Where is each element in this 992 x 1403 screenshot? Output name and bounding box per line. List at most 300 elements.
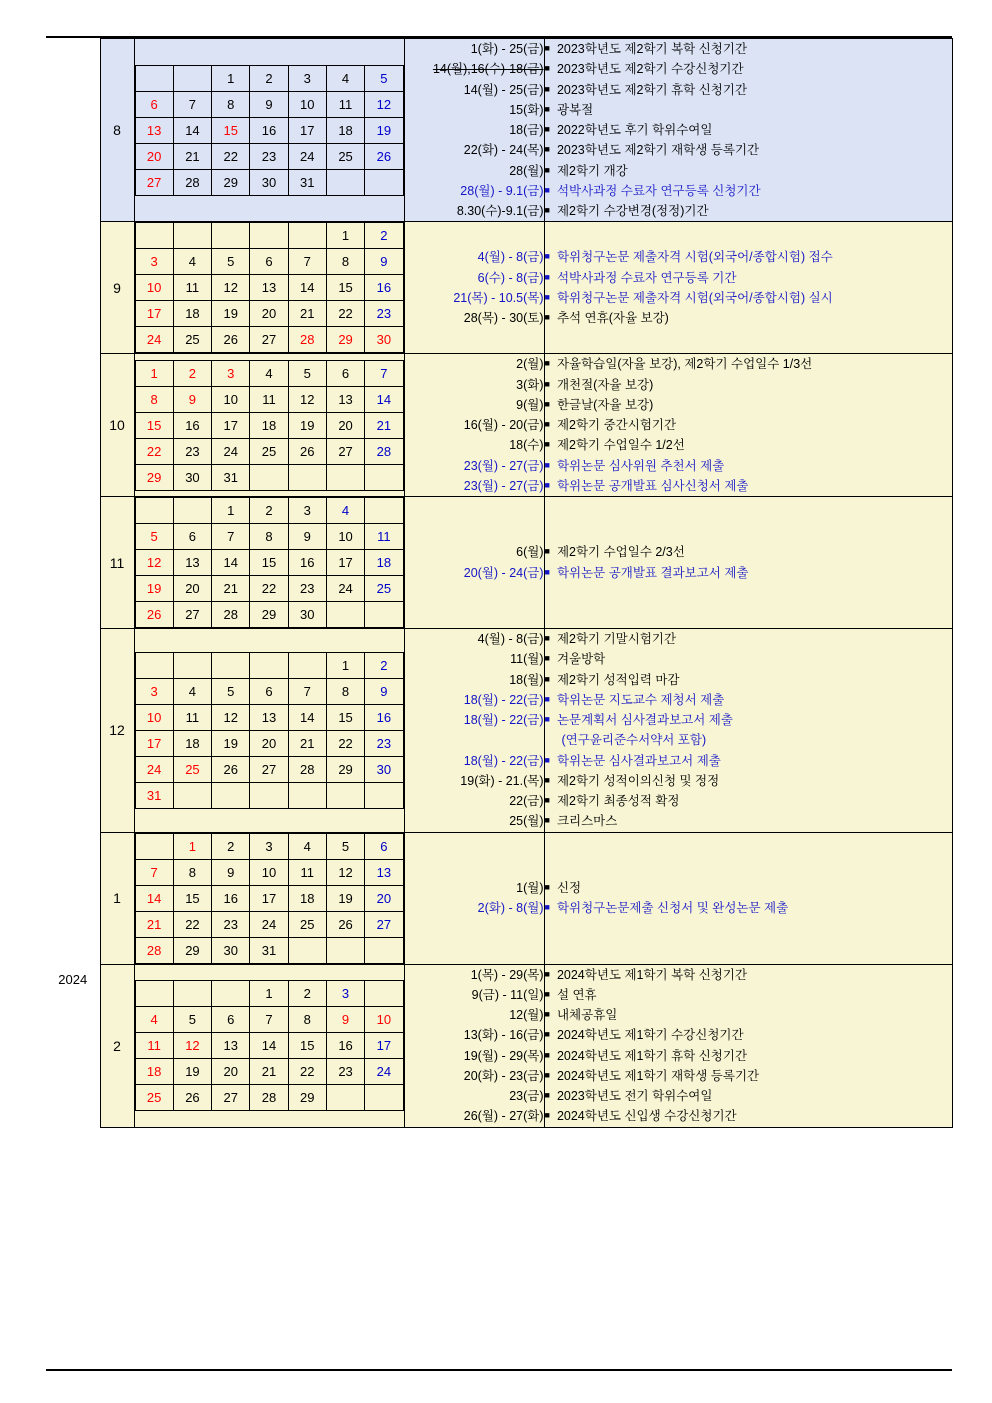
day-cell: 29: [212, 169, 250, 195]
day-cell: 4: [326, 498, 364, 524]
day-cell: 2: [250, 65, 288, 91]
day-cell: 11: [173, 275, 211, 301]
day-cell: 31: [135, 782, 173, 808]
day-cell: 12: [326, 859, 364, 885]
day-cell: [365, 1085, 403, 1111]
day-cell: 20: [365, 885, 403, 911]
day-cell: 10: [250, 859, 288, 885]
day-cell: [288, 937, 326, 963]
day-cell: 7: [135, 859, 173, 885]
event-item: ■ 석박사과정 수료자 연구등록 신청기간: [545, 181, 952, 201]
year-label-2024: 2024: [46, 832, 100, 1127]
day-cell: 28: [212, 602, 250, 628]
month-day-grid: [134, 222, 404, 354]
day-cell: 21: [135, 911, 173, 937]
day-cell: 12: [212, 275, 250, 301]
day-cell: 1: [250, 981, 288, 1007]
event-date: 6(수) - 8(금): [477, 270, 544, 285]
day-cell: 31: [288, 169, 326, 195]
day-cell: 26: [326, 911, 364, 937]
day-cell: [326, 169, 364, 195]
day-cell: 7: [173, 91, 211, 117]
day-cell: [135, 498, 173, 524]
event-date: 15(화): [509, 102, 544, 117]
day-cell: 7: [250, 1007, 288, 1033]
week-row: [135, 833, 403, 859]
day-cell: [326, 782, 364, 808]
day-cell: 23: [365, 730, 403, 756]
event-item: ■ 2023학년도 제2학기 재학생 등록기간: [545, 140, 952, 160]
event-list-cell: [544, 964, 952, 1127]
month-day-grid: [134, 964, 404, 1127]
day-cell: 20: [173, 576, 211, 602]
table-bottom-border: [46, 1369, 952, 1371]
day-cell: 9: [250, 91, 288, 117]
day-cell: 25: [326, 143, 364, 169]
day-cell: 22: [135, 438, 173, 464]
day-cell: [365, 464, 403, 490]
event-item: ■ 학위논문 공개발표 결과보고서 제출: [545, 563, 952, 583]
week-row: [135, 65, 403, 91]
day-cell: 13: [250, 704, 288, 730]
day-cell: [250, 782, 288, 808]
event-date: 1(월): [516, 880, 544, 895]
day-cell: 1: [135, 360, 173, 386]
day-cell: 13: [212, 1033, 250, 1059]
day-cell: 23: [212, 911, 250, 937]
day-cell: 20: [135, 143, 173, 169]
event-date: 2(화) - 8(월): [477, 901, 544, 915]
day-cell: 25: [365, 576, 403, 602]
day-cell: 2: [250, 498, 288, 524]
event-date: 23(금): [509, 1089, 544, 1103]
day-cell: 17: [365, 1033, 403, 1059]
day-cell: 15: [326, 704, 364, 730]
event-item: ■ 제2학기 중간시험기간: [545, 415, 952, 435]
event-item: ■ 제2학기 성적이의신청 및 정정: [545, 771, 952, 791]
week-row: [135, 412, 403, 438]
day-cell: [250, 464, 288, 490]
event-item: ■ 겨울방학: [545, 649, 952, 669]
event-item: ■ 학위논문 지도교수 제청서 제출: [545, 690, 952, 710]
day-cell: 27: [365, 911, 403, 937]
week-row: [135, 386, 403, 412]
day-cell: 18: [365, 550, 403, 576]
day-cell: 15: [212, 117, 250, 143]
day-cell: 21: [212, 576, 250, 602]
week-row: [135, 911, 403, 937]
week-row: [135, 464, 403, 490]
event-item: ■ 추석 연휴(자율 보강): [545, 308, 952, 328]
week-row: [135, 937, 403, 963]
event-item: ■ 학위논문 공개발표 심사신청서 제출: [545, 476, 952, 496]
day-cell: 11: [365, 524, 403, 550]
day-cell: 30: [365, 756, 403, 782]
day-cell: 30: [365, 327, 403, 353]
event-dates-cell: [404, 832, 544, 964]
event-date: 12(월): [509, 1008, 544, 1022]
event-date: 18(수): [509, 438, 544, 453]
event-list-cell: [544, 497, 952, 629]
day-cell: 16: [288, 550, 326, 576]
event-date: 26(월) - 27(화): [463, 1109, 544, 1124]
day-cell: 19: [365, 117, 403, 143]
week-row: [135, 730, 403, 756]
event-item: ■ 내체공휴일: [545, 1005, 952, 1025]
month-number: 9: [100, 222, 134, 354]
event-date: 3(화): [516, 377, 544, 392]
day-cell: 8: [212, 91, 250, 117]
day-cell: [135, 223, 173, 249]
week-row: [135, 91, 403, 117]
day-cell: 11: [135, 1033, 173, 1059]
day-cell: [212, 652, 250, 678]
month-row: [46, 222, 952, 354]
day-cell: 19: [288, 412, 326, 438]
day-cell: 8: [326, 678, 364, 704]
day-cell: [173, 223, 211, 249]
day-cell: 6: [365, 833, 403, 859]
event-date: [405, 730, 544, 750]
day-cell: [135, 65, 173, 91]
event-dates-cell: [404, 39, 544, 222]
event-item: ■ 2024학년도 제1학기 재학생 등록기간: [545, 1066, 952, 1086]
week-row: [135, 249, 403, 275]
event-item: ■ 설 연휴: [545, 985, 952, 1005]
day-cell: 30: [288, 602, 326, 628]
day-cell: 14: [250, 1033, 288, 1059]
day-cell: [288, 652, 326, 678]
event-date: 18(월): [509, 672, 544, 687]
day-cell: 20: [250, 730, 288, 756]
day-cell: 18: [173, 301, 211, 327]
day-cell: 3: [135, 249, 173, 275]
day-cell: 2: [365, 223, 403, 249]
week-row: [135, 756, 403, 782]
day-cell: 12: [173, 1033, 211, 1059]
event-date: 4(월) - 8(금): [477, 632, 544, 646]
event-list-cell: [544, 629, 952, 833]
event-item: ■ 2024학년도 제1학기 수강신청기간: [545, 1025, 952, 1045]
event-item: ■ 학위논문 심사결과보고서 제출: [545, 751, 952, 771]
day-cell: 19: [212, 730, 250, 756]
day-cell: 17: [326, 550, 364, 576]
day-cell: 18: [250, 412, 288, 438]
week-row: [135, 859, 403, 885]
day-cell: 24: [135, 756, 173, 782]
event-date: 28(월) - 9.1(금): [460, 183, 544, 198]
event-date: 9(월): [516, 397, 544, 412]
event-date: 22(금): [509, 794, 544, 808]
event-item: ■ 2023학년도 전기 학위수여일: [545, 1086, 952, 1106]
event-date: 9(금) - 11(일): [471, 987, 544, 1002]
day-cell: 27: [135, 169, 173, 195]
day-cell: 29: [288, 1085, 326, 1111]
day-cell: 29: [326, 756, 364, 782]
month-day-grid: [134, 354, 404, 497]
day-cell: 30: [212, 937, 250, 963]
day-cell: 16: [212, 885, 250, 911]
day-cell: 3: [250, 833, 288, 859]
day-cell: 7: [288, 249, 326, 275]
day-cell: 28: [288, 756, 326, 782]
event-date: 25(월): [509, 814, 544, 829]
event-date: 18(월) - 22(금): [463, 692, 544, 707]
day-cell: 30: [250, 169, 288, 195]
day-cell: 29: [326, 327, 364, 353]
day-cell: 29: [173, 937, 211, 963]
event-date: 20(화) - 23(금): [463, 1068, 544, 1083]
event-date: 1(화) - 25(금): [470, 42, 544, 56]
day-cell: [173, 498, 211, 524]
day-cell: [365, 981, 403, 1007]
day-cell: 10: [135, 275, 173, 301]
day-cell: 1: [326, 223, 364, 249]
day-cell: 15: [135, 412, 173, 438]
day-cell: 11: [326, 91, 364, 117]
day-cell: 5: [212, 249, 250, 275]
event-item: ■ 2024학년도 신입생 수강신청기간: [545, 1106, 952, 1126]
day-cell: 16: [365, 704, 403, 730]
week-row: [135, 117, 403, 143]
day-cell: 14: [288, 275, 326, 301]
academic-calendar-table: [46, 38, 953, 1128]
day-cell: [250, 223, 288, 249]
event-item: ■ 제2학기 개강: [545, 161, 952, 181]
day-cell: 13: [135, 117, 173, 143]
day-cell: 23: [173, 438, 211, 464]
day-cell: 28: [365, 438, 403, 464]
day-cell: [365, 937, 403, 963]
event-date: 6(월): [516, 545, 544, 560]
day-cell: 8: [326, 249, 364, 275]
day-cell: 11: [250, 386, 288, 412]
day-cell: [365, 169, 403, 195]
event-date: 16(월) - 20(금): [463, 418, 544, 432]
day-cell: 21: [173, 143, 211, 169]
month-day-grid: [134, 497, 404, 629]
event-item: ■ 2023학년도 제2학기 수강신청기간: [545, 59, 952, 79]
day-cell: 29: [250, 602, 288, 628]
month-row: [46, 39, 952, 222]
day-cell: 14: [173, 117, 211, 143]
day-cell: 25: [135, 1085, 173, 1111]
day-cell: 9: [326, 1007, 364, 1033]
day-cell: 17: [288, 117, 326, 143]
event-date: 1(목) - 29(목): [470, 967, 544, 982]
event-date: 28(목) - 30(토): [463, 311, 544, 325]
day-cell: 14: [135, 885, 173, 911]
month-number: 8: [100, 39, 134, 222]
month-row: [46, 629, 952, 833]
week-row: [135, 576, 403, 602]
day-cell: 18: [326, 117, 364, 143]
day-cell: 6: [250, 678, 288, 704]
day-cell: [326, 1085, 364, 1111]
day-cell: 24: [135, 327, 173, 353]
day-cell: 8: [135, 386, 173, 412]
day-cell: 1: [212, 65, 250, 91]
event-date: 21(목) - 10.5(목): [453, 290, 544, 305]
day-cell: 1: [326, 652, 364, 678]
day-cell: [135, 981, 173, 1007]
day-cell: 22: [326, 730, 364, 756]
day-cell: 4: [250, 360, 288, 386]
day-cell: 10: [326, 524, 364, 550]
day-cell: 26: [173, 1085, 211, 1111]
day-cell: 27: [326, 438, 364, 464]
day-cell: 28: [288, 327, 326, 353]
day-cell: 3: [288, 65, 326, 91]
event-date: 19(화) - 21.(목): [460, 773, 544, 788]
day-cell: 4: [288, 833, 326, 859]
event-date: 23(월) - 27(금): [463, 478, 544, 493]
day-cell: [326, 937, 364, 963]
week-row: [135, 1007, 403, 1033]
day-cell: 6: [212, 1007, 250, 1033]
week-row: [135, 327, 403, 353]
day-cell: 15: [288, 1033, 326, 1059]
day-cell: 2: [288, 981, 326, 1007]
month-row: [46, 497, 952, 629]
day-cell: 8: [288, 1007, 326, 1033]
day-cell: 27: [250, 756, 288, 782]
day-cell: 4: [135, 1007, 173, 1033]
day-cell: 16: [326, 1033, 364, 1059]
day-cell: 17: [212, 412, 250, 438]
month-row: [46, 964, 952, 1127]
day-cell: 26: [212, 756, 250, 782]
day-cell: 5: [173, 1007, 211, 1033]
day-cell: 24: [326, 576, 364, 602]
event-item: ■ 제2학기 성적입력 마감: [545, 670, 952, 690]
event-list-cell: [544, 39, 952, 222]
day-cell: 25: [173, 327, 211, 353]
day-cell: 5: [288, 360, 326, 386]
event-item: ■ 제2학기 수업일수 2/3선: [545, 542, 952, 562]
day-cell: 19: [173, 1059, 211, 1085]
month-day-grid: [134, 832, 404, 964]
day-cell: [135, 833, 173, 859]
day-cell: 7: [212, 524, 250, 550]
day-cell: 2: [173, 360, 211, 386]
day-cell: 20: [326, 412, 364, 438]
event-item: ■ 학위청구논문제출 신청서 및 완성논문 제출: [545, 898, 952, 918]
day-cell: 23: [250, 143, 288, 169]
day-cell: 11: [173, 704, 211, 730]
event-item: ■ 석박사과정 수료자 연구등록 기간: [545, 268, 952, 288]
day-cell: 28: [173, 169, 211, 195]
day-cell: [288, 223, 326, 249]
day-cell: 28: [135, 937, 173, 963]
day-cell: 31: [250, 937, 288, 963]
day-cell: 6: [250, 249, 288, 275]
month-number: 11: [100, 497, 134, 629]
week-row: [135, 981, 403, 1007]
event-dates-cell: [404, 497, 544, 629]
day-cell: 19: [326, 885, 364, 911]
day-cell: 21: [250, 1059, 288, 1085]
day-cell: 7: [288, 678, 326, 704]
day-cell: 6: [326, 360, 364, 386]
day-cell: 2: [365, 652, 403, 678]
day-cell: 25: [250, 438, 288, 464]
day-cell: [173, 652, 211, 678]
day-cell: 26: [365, 143, 403, 169]
day-cell: 10: [288, 91, 326, 117]
day-cell: 18: [135, 1059, 173, 1085]
day-cell: 25: [288, 911, 326, 937]
day-cell: [365, 602, 403, 628]
day-cell: 23: [365, 301, 403, 327]
day-cell: 9: [288, 524, 326, 550]
day-cell: 6: [135, 91, 173, 117]
month-number: 12: [100, 629, 134, 833]
day-cell: 10: [365, 1007, 403, 1033]
event-date: 18(월) - 22(금): [463, 753, 544, 768]
day-cell: 18: [173, 730, 211, 756]
day-cell: 9: [365, 249, 403, 275]
day-cell: 15: [173, 885, 211, 911]
day-cell: 14: [212, 550, 250, 576]
month-row: [46, 354, 952, 497]
week-row: [135, 275, 403, 301]
event-item: ■ 논문계획서 심사결과보고서 제출: [545, 710, 952, 730]
day-cell: 19: [212, 301, 250, 327]
day-cell: [173, 981, 211, 1007]
day-cell: 17: [250, 885, 288, 911]
event-item: ■ 2023학년도 제2학기 복학 신청기간: [545, 39, 952, 59]
day-cell: 14: [365, 386, 403, 412]
day-cell: [173, 782, 211, 808]
day-cell: 17: [135, 730, 173, 756]
day-cell: 24: [250, 911, 288, 937]
day-cell: 4: [173, 678, 211, 704]
day-cell: 5: [326, 833, 364, 859]
event-item: ■ 제2학기 기말시험기간: [545, 629, 952, 649]
event-date: 14(월) - 25(금): [463, 82, 544, 97]
day-cell: 26: [212, 327, 250, 353]
day-cell: 5: [365, 65, 403, 91]
day-cell: 24: [365, 1059, 403, 1085]
day-cell: 3: [326, 981, 364, 1007]
day-cell: 3: [288, 498, 326, 524]
day-cell: 28: [250, 1085, 288, 1111]
month-row: [46, 832, 952, 964]
event-dates-cell: [404, 629, 544, 833]
day-cell: 9: [365, 678, 403, 704]
event-list-cell: [544, 354, 952, 497]
week-row: [135, 143, 403, 169]
day-cell: 1: [173, 833, 211, 859]
day-cell: 29: [135, 464, 173, 490]
week-row: [135, 1059, 403, 1085]
day-cell: 13: [250, 275, 288, 301]
day-cell: 20: [250, 301, 288, 327]
event-dates-cell: [404, 354, 544, 497]
day-cell: 9: [212, 859, 250, 885]
day-cell: [365, 498, 403, 524]
day-cell: 3: [212, 360, 250, 386]
day-cell: 30: [173, 464, 211, 490]
day-cell: [173, 65, 211, 91]
event-date: 18(금): [509, 123, 544, 137]
day-cell: [288, 782, 326, 808]
event-item: ■ 한글날(자율 보강): [545, 395, 952, 415]
day-cell: [365, 782, 403, 808]
day-cell: 24: [288, 143, 326, 169]
event-date: 13(화) - 16(금): [463, 1028, 544, 1043]
